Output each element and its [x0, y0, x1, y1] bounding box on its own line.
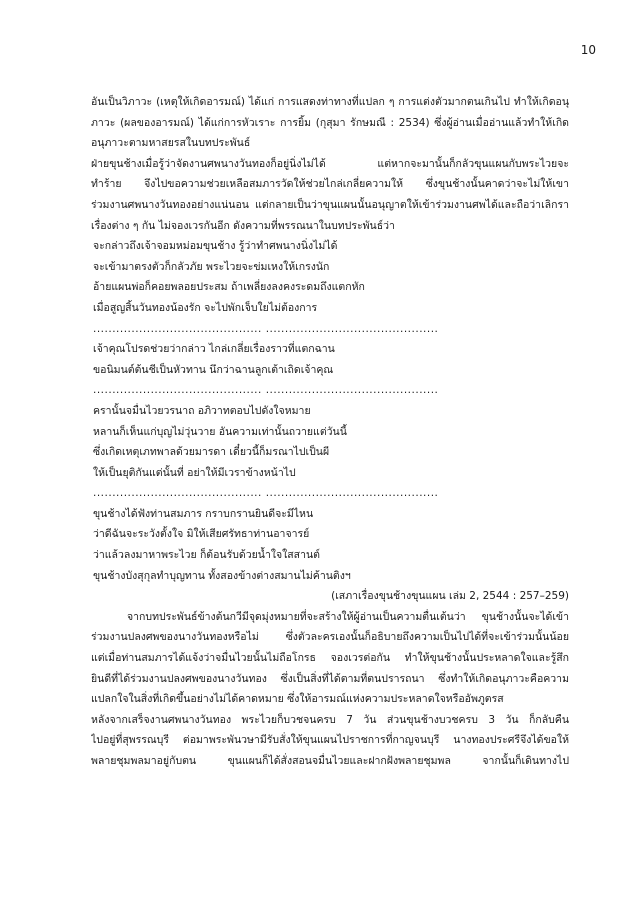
text-line: ฝ่ายขุนช้างเมื่อรู้ว่าจัดงานศพนางวันทองก็อยู่นิ่งไม่ได้ แต่หากจะมานั้นก็กลัวขุนแผนกับพระไวยจะ: [91, 157, 569, 170]
verse-line: อ้ายแผนพ่อก็คอยพลอยประสม ถ้าเพลี่ยงลงคงระดมถึงแตกหัก: [93, 281, 365, 294]
verse-line: ว่าแล้วลงมาหาพระไวย ก็ต้อนรับด้วยน้ำใจใสสานต์: [93, 549, 320, 562]
ellipsis-separator: ............................................ .............................................: [93, 487, 439, 500]
verse-line: จะกล่าวถึงเจ้าจอมหม่อมขุนช้าง รู้ว่าทำศพนางนิ่งไม่ได้: [93, 240, 338, 253]
text-line: ร่วมงานศพนางวันทองอย่างแน่นอน แต่กลายเป็นว่าขุนแผนนั้นอนุญาตให้เข้าร่วมงานศพได้และถือว่าเลิกรา: [91, 198, 569, 211]
verse-line: ว่าดีฉันจะระวังตั้งใจ มิให้เสียศรัทธาท่านอาจารย์: [93, 528, 310, 541]
text-line: แต่เมื่อท่านสมภารได้แจ้งว่าจมื่นไวยนั้นไม่ถือโกรธ จองเวรต่อกัน ทำให้ขุนช้างนั้นประหลาดใจและรู้สึก: [91, 652, 569, 665]
text-line: อนุภาวะตามหาสยรสในบทประพันธ์: [91, 137, 251, 150]
verse-line: เจ้าคุณโปรดช่วยว่ากล่าว ไกล่เกลี่ยเรื่องราวที่แตกฉาน: [93, 343, 335, 356]
text-line: แปลกใจในสิ่งที่เกิดขึ้นอย่างไม่ได้คาดหมาย ซึ่งให้อารมณ์แห่งความประหลาดใจหรืออัพภูตรส: [91, 693, 504, 706]
text-line: ยินดีที่ได้ร่วมงานปลงศพของนางวันทอง ซึ่งเป็นสิ่งที่ได้ตามที่ตนปรารถนา ซึ่งทำให้เกิดอนุภาวะคือความ: [91, 672, 569, 685]
verse-block-1: [91, 236, 569, 318]
text-line: อันเป็นวิภาวะ (เหตุให้เกิดอารมณ์) ได้แก่ การแสดงท่าทางที่แปลก ๆ การแต่งตัวมากตนเกินไป ทำให้เกิดอนุ: [91, 96, 569, 108]
verse-line: ขุนช้างได้ฟังท่านสมภาร กราบกรานยินดีจะมีไหน: [93, 507, 314, 520]
verse-line: จะเข้ามาตรงตัวก็กลัวภัย พระไวยจะข่มเหงให้เกรงนัก: [93, 260, 330, 273]
paragraph-1: [91, 92, 569, 154]
text-line: จากบทประพันธ์ข้างต้นกวีมีจุดมุ่งหมายที่จะสร้างให้ผู้อ่านเป็นความตื่นเต้นว่า ขุนช้างนั้นจะได้เข้า: [127, 610, 569, 623]
verse-block-2: [91, 339, 569, 380]
text-line: ร่วมงานปลงศพของนางวันทองหรือไม่ ซึ่งตัวละครเองนั้นก็อธิบายถึงความเป็นไปได้ที่จะเข้าร่วมนั้นน้อย: [91, 631, 569, 644]
verse-line: หลานก็เห็นแก่บุญไม่วุ่นวาย อันความเท่านั้นถวายแต่วันนี้: [93, 425, 347, 438]
paragraph-3: [91, 607, 569, 710]
text-line: ทำร้าย จึงไปขอความช่วยเหลือสมภารวัดให้ช่วยไกล่เกลี่ยความให้ ซึ่งขุนช้างนั้นคาดว่าจะไม่ให้เขา: [91, 178, 569, 191]
verse-line: ให้เป็นยุติกันแต่นั้นที่ อย่าให้มีเวราข้างหน้าไป: [93, 466, 296, 479]
text-line: ภาวะ (ผลของอารมณ์) ได้แก่การหัวเราะ การยิ้ม (กุสุมา รักษมณี : 2534) ซึ่งผู้อ่านเมื่ออ่านแล้วทำให้เกิด: [91, 116, 569, 129]
text-line: หลังจากเสร็จงานศพนางวันทอง พระไวยก็บวชจนครบ 7 วัน ส่วนขุนช้างบวชครบ 3 วัน ก็กลับคืน: [91, 713, 569, 726]
page-number: 10: [580, 43, 596, 57]
paragraph-4: [91, 710, 569, 772]
verse-line: ขอนิมนต์ต้นชีเป็นหัวทาน นึกว่าฉานลูกเต้าเถิดเจ้าคุณ: [93, 363, 334, 376]
text-line: เรื่องต่าง ๆ กัน ไม่จองเวรกันอีก ดังความที่พรรณนาในบทประพันธ์ว่า: [91, 219, 395, 232]
paragraph-2: [91, 154, 569, 236]
document-body: [91, 92, 569, 772]
verse-line: เมื่อสูญสิ้นวันทองน้องรัก จะไปพักเจ็บใยไม่ต้องการ: [93, 301, 318, 314]
verse-line: ครานั้นจมื่นไวยวรนาถ อภิวาทตอบไปดังใจหมาย: [93, 404, 311, 417]
citation: (เสภาเรื่องขุนช้างขุนแผน เล่ม 2, 2544 : 257–259): [331, 590, 569, 603]
verse-line: ซึ่งเกิดเหตุเภทพาลด้วยมารดา เดี๋ยวนี้ก็มรณาไปเป็นผี: [93, 446, 330, 459]
ellipsis-separator: ............................................ .............................................: [93, 384, 439, 397]
verse-line: ขุนช้างบังสุกุลทำบุญทาน ทั้งสองข้างต่างสมานไม่ค้านติงฯ: [93, 569, 351, 582]
verse-block-4: [91, 504, 569, 586]
text-line: พลายชุมพลมาอยู่กับตน ขุนแผนก็ได้สั่งสอนจมื่นไวยและฝากฝังพลายชุมพล จากนั้นก็เดินทางไป: [91, 755, 569, 767]
verse-block-3: [91, 401, 569, 483]
ellipsis-separator: ............................................ .............................................: [93, 322, 439, 335]
text-line: ไปอยู่ที่สุพรรณบุรี ต่อมาพระพันวษามีรับสั่งให้ขุนแผนไปราชการที่กาญจนบุรี นางทองประศรีจึงได้ขอให้: [91, 734, 569, 747]
